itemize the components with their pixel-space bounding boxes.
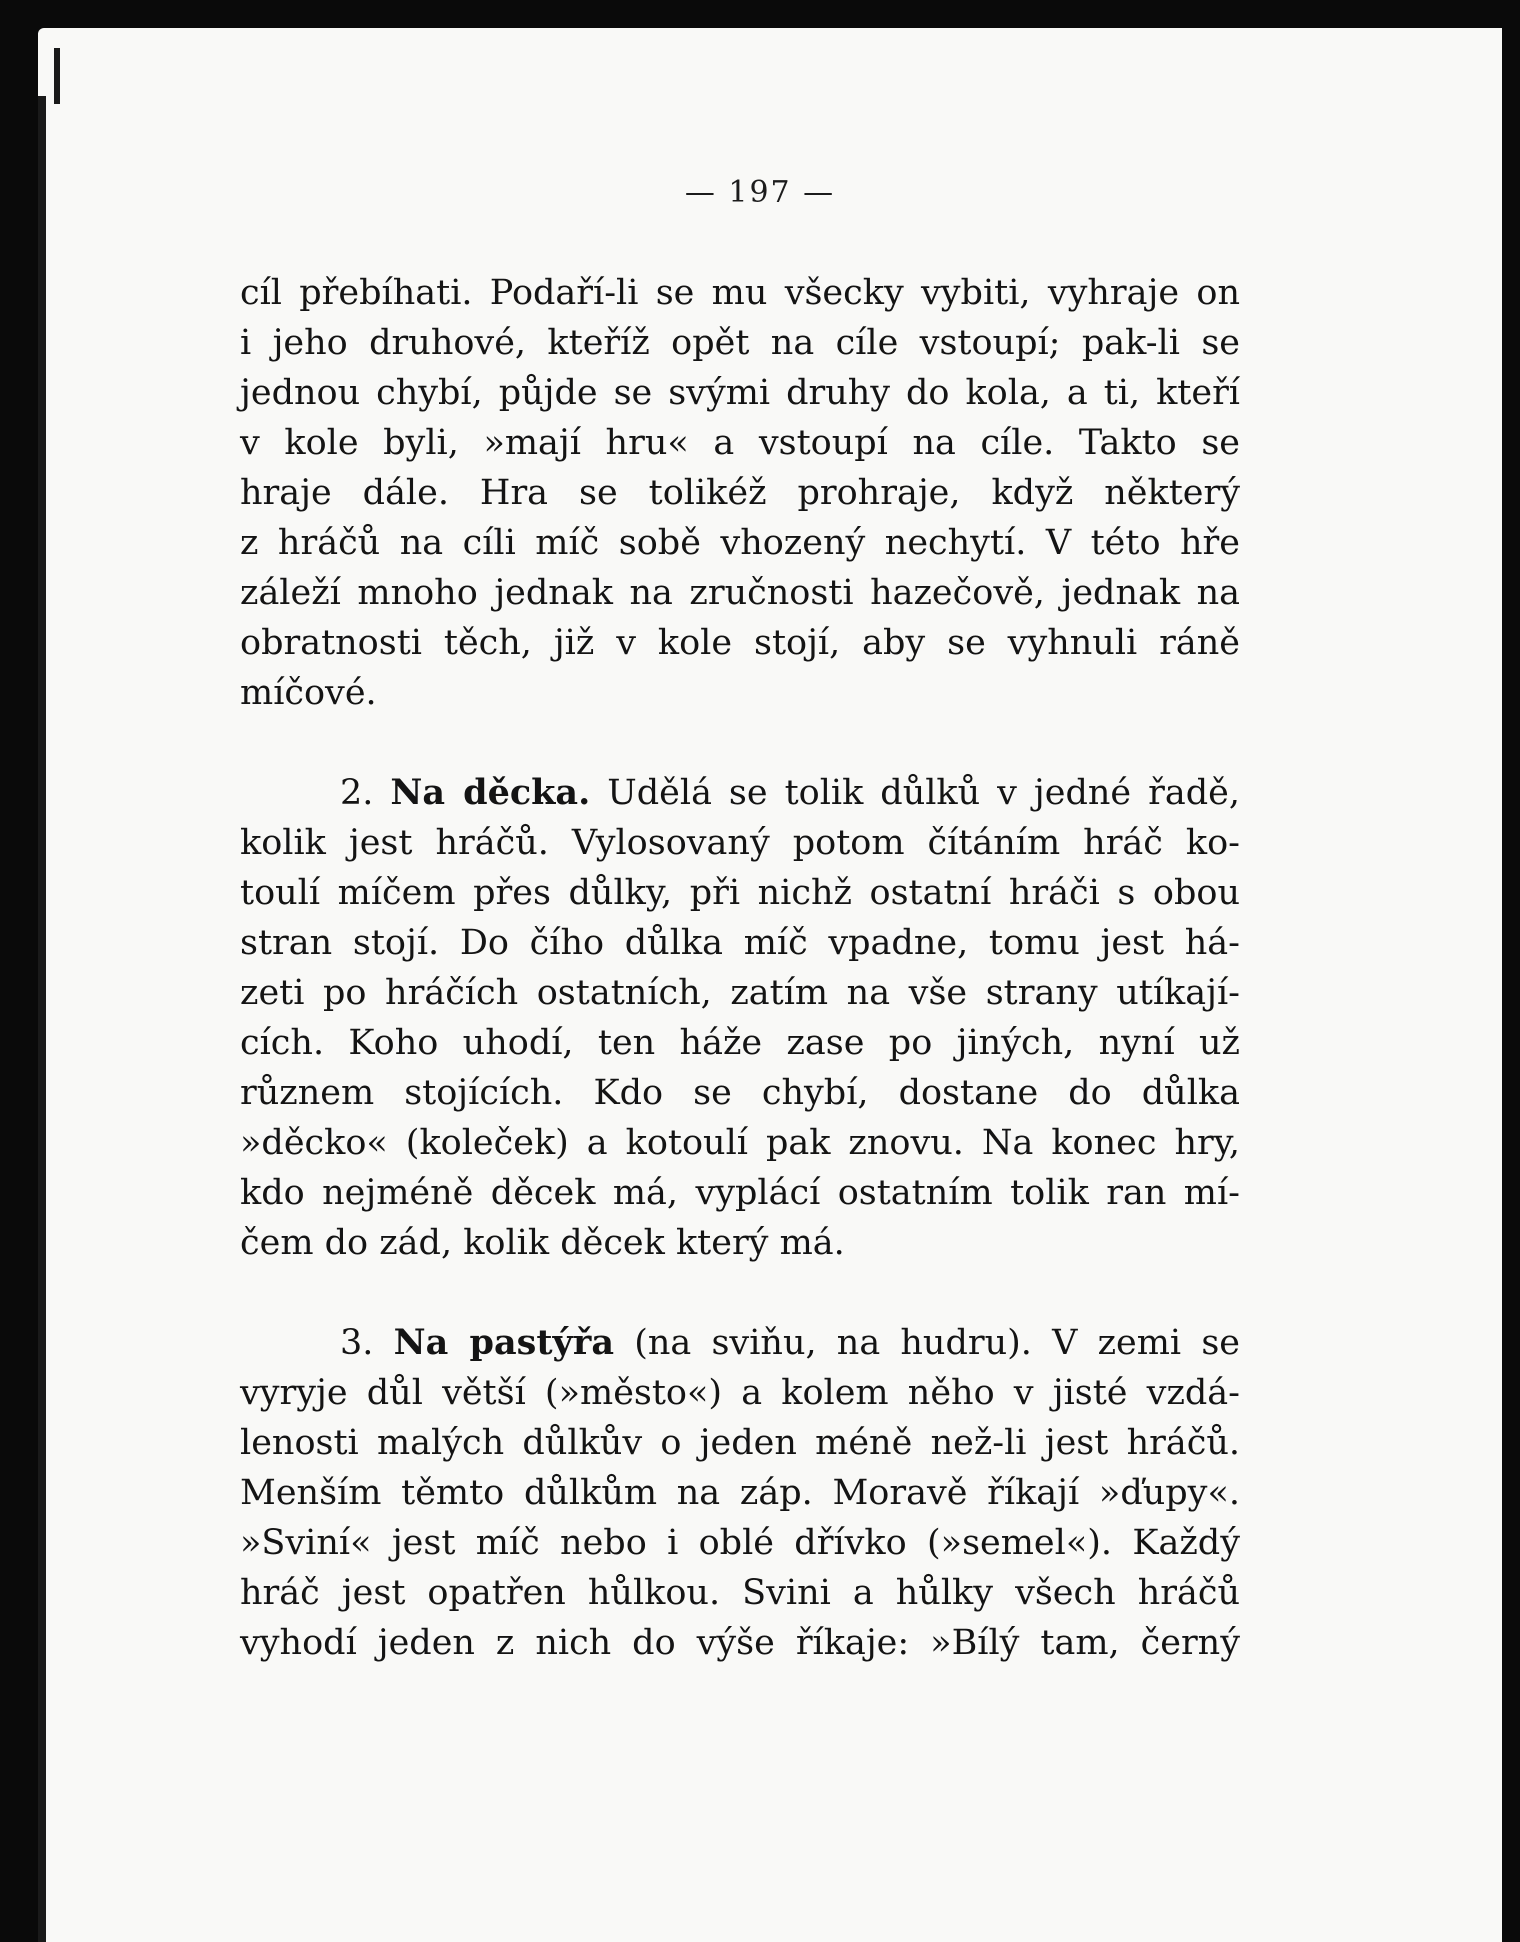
paragraph-line: cíl přebíhati. Podaří-li se mu všecky vybiti, vyhraje on xyxy=(240,273,1240,313)
paragraph-1 xyxy=(240,268,1240,718)
paragraph-line: »Sviní« jest míč nebo i oblé dřívko (»semel«). Každý xyxy=(240,1523,1240,1563)
paragraph-line: Menším těmto důlkům na záp. Moravě říkají »ďupy«. xyxy=(240,1473,1240,1513)
paragraph-first-line xyxy=(240,1318,1240,1368)
paragraph-line: kolik jest hráčů. Vylosovaný potom čítáním hráč ko- xyxy=(240,823,1240,863)
paragraph-line: vyryje důl větší (»město«) a kolem něho v jisté vzdá- xyxy=(240,1373,1240,1413)
paragraph-line: lenosti malých důlkův o jeden méně než-li jest hráčů. xyxy=(240,1423,1240,1463)
section-number: 3. xyxy=(340,1323,374,1363)
paragraph-line: »děcko« (koleček) a kotoulí pak znovu. Na konec hry, xyxy=(240,1123,1240,1163)
paragraph-line: obratnosti těch, již v kole stojí, aby se vyhnuli ráně xyxy=(240,623,1240,663)
paragraph-line: jednou chybí, půjde se svými druhy do kola, a ti, kteří xyxy=(240,373,1240,413)
paragraph-line: hráč jest opatřen hůlkou. Svini a hůlky všech hráčů xyxy=(240,1573,1240,1613)
paragraph-line: cích. Koho uhodí, ten háže zase po jiných, nyní už xyxy=(240,1023,1240,1063)
page-number: — 197 — xyxy=(684,175,836,210)
paragraph-line: míčové. xyxy=(240,673,377,713)
paragraph-2 xyxy=(240,768,1240,1268)
paragraph-line: toulí míčem přes důlky, při nichž ostatní hráči s obou xyxy=(240,873,1240,913)
paragraph-line-rest: (na sviňu, na hudru). V zemi se xyxy=(634,1323,1240,1363)
page-binding-edge xyxy=(38,96,46,1942)
paragraph-line: stran stojí. Do čího důlka míč vpadne, tomu jest há- xyxy=(240,923,1240,963)
paragraph-line: hraje dále. Hra se tolikéž prohraje, když některý xyxy=(240,473,1240,513)
paragraph-line: v kole byli, »mají hru« a vstoupí na cíle. Takto se xyxy=(240,423,1240,463)
section-title: Na pastýřa xyxy=(393,1322,615,1363)
paragraph-line-rest: Udělá se tolik důlků v jedné řadě, xyxy=(607,773,1240,813)
paragraph-line: vyhodí jeden z nich do výše říkaje: »Bílý tam, černý xyxy=(240,1623,1240,1663)
paragraph-3 xyxy=(240,1318,1240,1668)
paragraph-line: zeti po hráčích ostatních, zatím na vše strany utíkají- xyxy=(240,973,1240,1013)
section-number: 2. xyxy=(340,773,374,813)
paragraph-line: i jeho druhové, kteříž opět na cíle vstoupí; pak-li se xyxy=(240,323,1240,363)
paragraph-line: kdo nejméně děcek má, vyplácí ostatním tolik ran mí- xyxy=(240,1173,1240,1213)
paragraph-line: záleží mnoho jednak na zručnosti hazečově, jednak na xyxy=(240,573,1240,613)
paragraph-line: různem stojících. Kdo se chybí, dostane do důlka xyxy=(240,1073,1240,1113)
paragraph-first-line xyxy=(240,768,1240,818)
page-binding-notch xyxy=(54,48,60,104)
section-title: Na děcka. xyxy=(390,772,591,813)
paragraph-line: z hráčů na cíli míč sobě vhozený nechytí. V této hře xyxy=(240,523,1240,563)
paragraph-line: čem do zád, kolik děcek který má. xyxy=(240,1223,845,1263)
